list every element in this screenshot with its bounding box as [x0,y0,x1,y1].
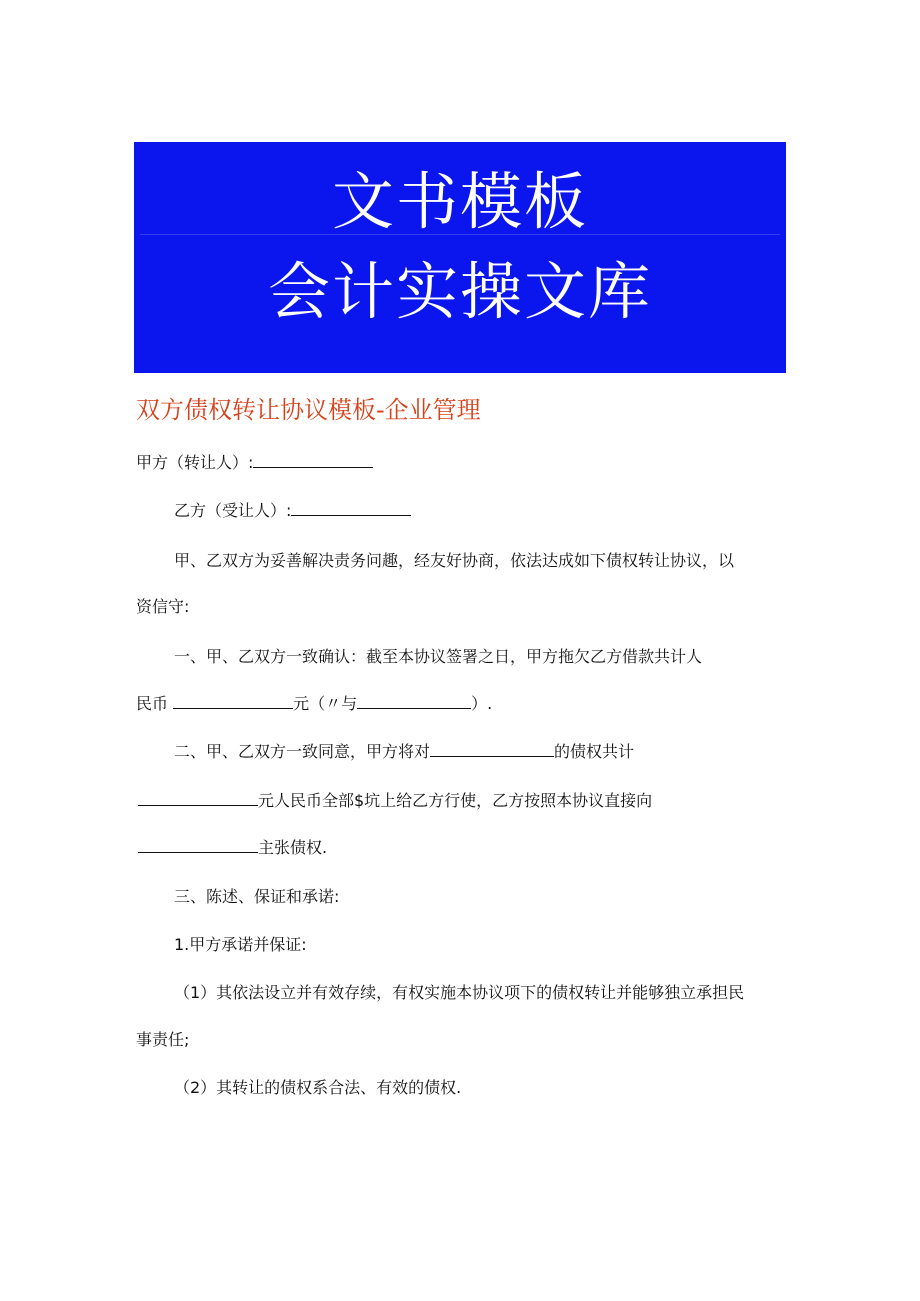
clause3-sub1: 1.甲方承诺并保证: [174,935,307,954]
clause1-line-1: 一、甲、乙双方一致确认：截至本协议签署之日，甲方拖欠乙方借款共计人 [174,647,703,666]
clause2-claim-blank [138,837,258,853]
clause3-item2: （2）其转让的债权系合法、有效的债权. [174,1078,462,1097]
document-title: 双方债权转让协议模板-企业管理 [136,396,481,424]
clause2-line-2-text: 元人民币全部$坑上给乙方行使，乙方按照本协议直接向 [258,791,653,810]
party-b-blank [291,500,411,516]
header-banner [134,142,786,373]
party-a-blank [253,452,373,468]
banner-subtitle: 会计实操文库 [267,255,652,328]
clause1-line-2 [136,693,492,715]
clause1-amount-blank [173,693,293,709]
clause2-line-3 [138,837,327,859]
clause2-debtor-blank [430,741,554,757]
clause2-amount-blank [138,790,258,806]
clause3-item1-line-2: 事责任; [136,1030,190,1049]
clause3-heading: 三、陈述、保证和承诺: [174,887,340,906]
party-b-line [174,500,411,522]
party-a-line [136,452,373,474]
clause2-line-1 [174,741,634,763]
clause2-suffix: 的债权共计 [554,742,635,761]
clause1-prefix: 民币 [136,694,169,713]
clause1-mid: 元（〃与 [293,694,358,713]
banner-divider [140,234,780,235]
clause2-line-2 [138,790,652,812]
intro-line-1: 甲、乙双方为妥善解决责务问趣，经友好协商，依法达成如下债权转让协议，以 [174,551,735,570]
banner-title: 文书模板 [331,165,588,238]
clause1-end: ）. [471,694,493,713]
clause2-line-3-text: 主张债权. [258,838,328,857]
party-a-label: 甲方（转让人）: [136,453,254,472]
clause2-prefix: 二、甲、乙双方一致同意，甲方将对 [174,742,431,761]
clause1-capital-blank [357,693,471,709]
intro-line-2: 资信守: [136,597,190,616]
clause3-item1-line-1: （1）其依法设立并有效存续，有权实施本协议项下的债权转让并能够独立承担民 [174,983,745,1002]
party-b-label: 乙方（受让人）: [174,501,292,520]
